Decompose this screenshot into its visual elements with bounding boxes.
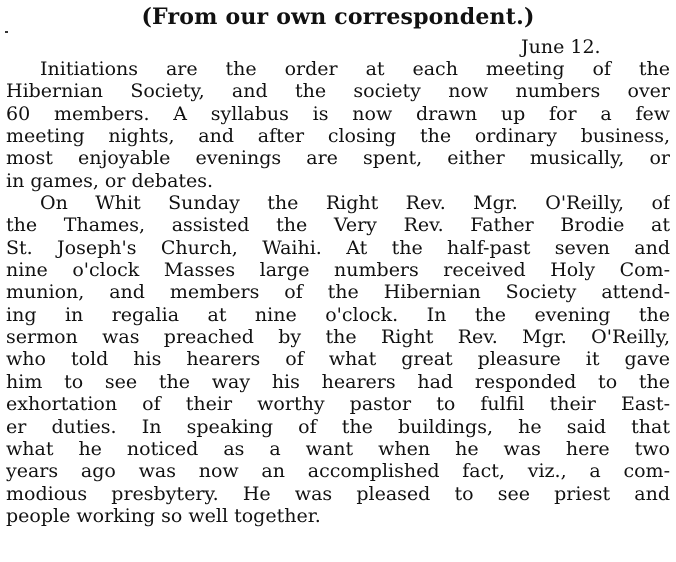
article-body xyxy=(6,58,670,527)
text-line: er duties. In speaking of the buildings, he said that xyxy=(6,415,670,438)
text-line: Initiations are the order at each meeting of the xyxy=(40,58,670,80)
text-line: munion, and members of the Hibernian Society attend- xyxy=(6,281,670,304)
paragraph-1 xyxy=(6,58,670,192)
text-line: in games, or debates. xyxy=(6,169,214,192)
text-line: meeting nights, and after closing the ordinary business, xyxy=(6,125,670,148)
text-line: years ago was now an accomplished fact, viz., a com- xyxy=(6,460,670,483)
text-line: the Thames, assisted the Very Rev. Father Brodie at xyxy=(6,214,670,237)
text-line: ing in regalia at nine o'clock. In the evening the xyxy=(6,303,670,326)
paragraph-2 xyxy=(6,192,670,527)
text-line: Hibernian Society, and the society now numbers over xyxy=(6,80,670,103)
text-line: most enjoyable evenings are spent, either musically, or xyxy=(6,147,670,170)
text-line: sermon was preached by the Right Rev. Mgr. O'Reilly, xyxy=(6,326,670,349)
text-line: people working so well together. xyxy=(6,504,321,527)
print-speck xyxy=(5,31,8,33)
article-heading: (From our own correspondent.) xyxy=(141,4,535,30)
text-line: On Whit Sunday the Right Rev. Mgr. O'Reilly, of xyxy=(40,192,670,215)
text-line: 60 members. A syllabus is now drawn up for a few xyxy=(6,102,670,125)
text-line: modious presbytery. He was pleased to see priest and xyxy=(6,482,670,505)
text-line: him to see the way his hearers had responded to the xyxy=(6,370,670,393)
text-line: what he noticed as a want when he was here two xyxy=(6,437,670,460)
text-line: who told his hearers of what great pleasure it gave xyxy=(6,348,670,371)
text-line: St. Joseph's Church, Waihi. At the half-past seven and xyxy=(6,236,670,259)
text-line: exhortation of their worthy pastor to fulfil their East- xyxy=(6,393,670,416)
text-line: nine o'clock Masses large numbers received Holy Com- xyxy=(6,259,670,282)
article-dateline: June 12. xyxy=(521,36,601,58)
